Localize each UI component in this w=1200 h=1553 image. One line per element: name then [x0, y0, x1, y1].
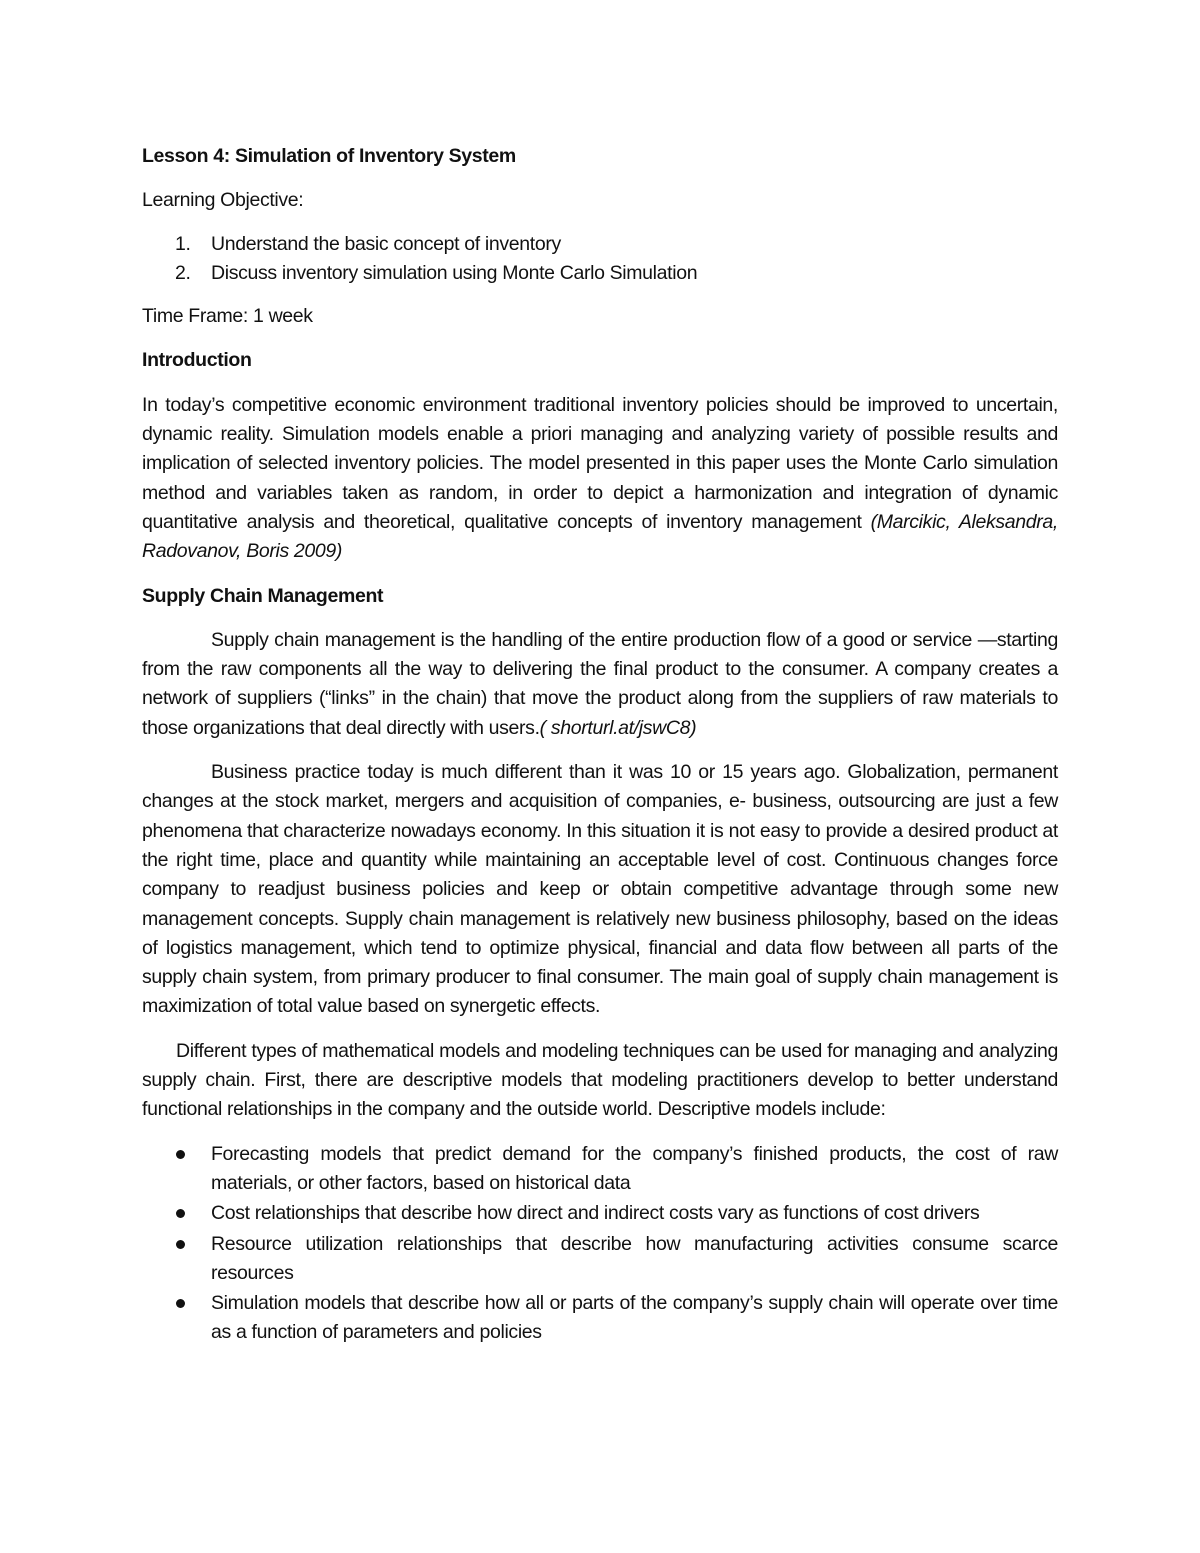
supply-chain-citation: ( shorturl.at/jswC8): [539, 716, 697, 739]
introduction-citation: (Marcikic, Aleksandra, Radovanov, Boris 2009): [142, 510, 1058, 563]
bullet-icon: [176, 1209, 185, 1218]
supply-chain-heading: Supply Chain Management: [142, 584, 384, 607]
objective-number: 1.: [175, 232, 191, 255]
list-item: [142, 1140, 1058, 1199]
objective-item: [142, 230, 1058, 259]
bullet-icon: [176, 1299, 185, 1308]
list-item-text: Simulation models that describe how all or parts of the company’s supply chain will operate over time as a function of parameters and policies: [211, 1292, 1058, 1344]
objective-text: Discuss inventory simulation using Monte Carlo Simulation: [211, 261, 698, 284]
document-page: [142, 142, 1058, 1349]
bullet-icon: [176, 1150, 185, 1159]
supply-chain-paragraph-3: Different types of mathematical models and modeling techniques can be used for managing and analyzing supply chain. First, there are descriptive models that modeling practitioners develop to better understand functional relationships in the company and the outside world. Descriptive models include:: [142, 1039, 1058, 1121]
list-item-text: Resource utilization relationships that describe how manufacturing activities consume scarce resources: [211, 1232, 1058, 1284]
introduction-heading: Introduction: [142, 349, 252, 372]
bullet-icon: [176, 1240, 185, 1249]
time-frame: Time Frame: 1 week: [142, 305, 313, 328]
objective-text: Understand the basic concept of inventory: [211, 232, 561, 255]
lesson-title: Lesson 4: Simulation of Inventory System: [142, 145, 516, 167]
list-item: [142, 1289, 1058, 1348]
supply-chain-paragraph-2: Business practice today is much different than it was 10 or 15 years ago. Globalization, permanent changes at the stock market, mergers and acquisition of companies, e- business, outsourcing are just a few phenomena that characterize nowadays economy. In this situation it is not easy to provide a desired product at the right time, place and quantity while maintaining an acceptable level of cost. Continuous changes force company to readjust business policies and keep or obtain competitive advantage through some new management concepts. Supply chain management is relatively new business philosophy, based on the ideas of logistics management, which tend to optimize physical, financial and data flow between all parts of the supply chain system, from primary producer to final consumer. The main goal of supply chain management is maximization of total value based on synergetic effects.: [142, 761, 1058, 1018]
learning-objective-label: Learning Objective:: [142, 189, 304, 212]
objective-item: [142, 259, 1058, 288]
introduction-paragraph: [142, 391, 1058, 567]
supply-chain-text-1: Supply chain management is the handling of the entire production flow of a good or service —starting from the raw components all the way to delivering the final product to the consumer. A company creates a network of suppliers (“links” in the chain) that move the product along from the suppliers of raw materials to those organizations that deal directly with users.: [142, 628, 1058, 739]
list-item: [142, 1199, 1058, 1228]
list-item: [142, 1230, 1058, 1289]
list-item-text: Forecasting models that predict demand for the company’s finished products, the cost of raw materials, or other factors, based on historical data: [211, 1142, 1058, 1194]
supply-chain-paragraph-1: [142, 626, 1058, 743]
descriptive-models-list: [142, 1140, 1058, 1348]
objective-number: 2.: [175, 261, 191, 284]
list-item-text: Cost relationships that describe how direct and indirect costs vary as functions of cost drivers: [211, 1202, 980, 1225]
introduction-text: In today’s competitive economic environment traditional inventory policies should be improved to uncertain, dynamic reality. Simulation models enable a priori managing and analyzing variety of possible results and implication of selected inventory policies. The model presented in this paper uses the Monte Carlo simulation method and variables taken as random, in order to depict a harmonization and integration of dynamic quantitative analysis and theoretical, qualitative concepts of inventory management: [142, 393, 1058, 533]
objectives-list: [142, 230, 1058, 289]
